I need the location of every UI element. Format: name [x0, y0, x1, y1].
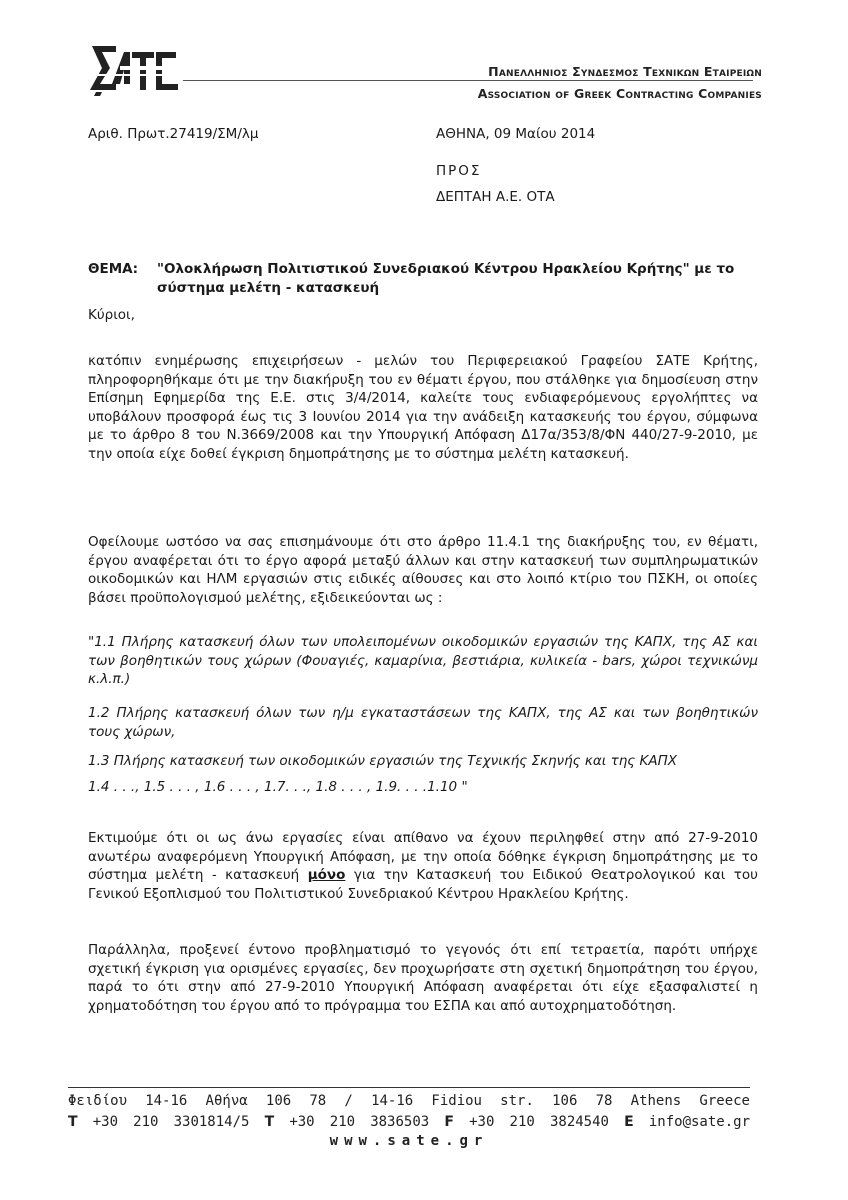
paragraph-2: Οφείλουμε ωστόσο να σας επισημάνουμε ότι στο άρθρο 11.4.1 της διακήρυξης του, εν θέματι, έργου αναφέρεται ότι το έργο αφορά μεταξύ άλλων και στην κατασκευή των συμπληρωματικών οικοδομικών και ΗΛΜ εργασιών στις ειδικές αίθουσες και στο λοιπό κτίριο του ΠΣΚΗ, οι οποίες βάσει προϋπολογισμού μελέτης, εξιδεικεύονται ως : — [88, 534, 758, 606]
subject-label: ΘΕΜΑ: — [88, 261, 138, 277]
quote-item-4: 1.4 . . ., 1.5 . . . , 1.6 . . . , 1.7. . ., 1.8 . . . , 1.9. . . .1.10 " — [88, 779, 468, 795]
subject-line-2: σύστημα μελέτη - κατασκευή — [157, 280, 380, 296]
paragraph-4: Παράλληλα, προξενεί έντονο προβληματισμό το γεγονός ότι επί τετραετία, παρότι υπήρχε σχετική έγκριση για ορισμένες εργασίες, δεν προχωρήσατε στη σχετική δημοπράτηση του έργου, παρά το ότι στην από 27-9-2010 Υπουργική Απόφαση αναφέρεται ότι είχε εξασφαλιστεί η χρηματοδότηση του έργου από το πρόγραμμα του ΕΣΠΑ και από αυτοχρηματοδότηση. — [88, 942, 758, 1014]
quote-item-3: 1.3 Πλήρης κατασκευή των οικοδομικών εργασιών της Τεχνικής Σκηνής και της ΚΑΠΧ — [88, 753, 677, 769]
phone-1: +30 210 3301814/5 — [92, 1114, 250, 1130]
paragraph-3-text-a: Εκτιμούμε ότι οι ως άνω εργασίες είναι απίθανο να έχουν περιληφθεί στην από 27-9-2010 ανωτέρω αναφερόμενη Υπουργική Απόφαση, με την οποία δόθηκε έγκριση δημοπράτησης με το σύστημα μελέτη - κατασκευή — [88, 830, 758, 883]
org-name-greek: Πανελληνιος Συνδεσμος Τεχνικων Εταιρειων — [488, 64, 762, 79]
fax-label: F — [444, 1114, 454, 1130]
email-label: E — [624, 1114, 634, 1130]
email-link[interactable]: info@sate.gr — [648, 1114, 751, 1130]
paragraph-1: κατόπιν ενημέρωσης επιχειρήσεων - μελών του Περιφερειακού Γραφείου ΣΑΤΕ Κρήτης, πληροφορηθήκαμε ότι με την διακήρυξη του εν θέματι έργου, που στάλθηκε για δημοσίευση στην Επίσημη Εφημερίδα της Ε.Ε. στις 3/4/2014, καλείτε τους ενδιαφερόμενους εργολήπτες να υποβάλουν προσφορά έως τις 3 Ιουνίου 2014 για την ανάδειξη κατασκευής του έργου, σύμφωνα με το άρθρο 8 του Ν.3669/2008 και την Υπουργική Απόφαση Δ17α/353/8/ΦΝ 440/27-9-2010, με την οποία είχε δοθεί έγκριση δημοπράτησης με το σύστημα μελέτη κατασκευή. — [88, 353, 758, 462]
emphasis-only: μόνο — [307, 867, 346, 883]
to-label: ΠΡΟΣ — [436, 163, 482, 179]
protocol-number: Αριθ. Πρωτ.27419/ΣΜ/λμ — [88, 126, 259, 142]
sate-logo — [90, 44, 178, 96]
quote-item-2: 1.2 Πλήρης κατασκευή όλων των η/μ εγκαταστάσεων της ΚΑΠΧ, της ΑΣ και των βοηθητικών τους χώρων, — [88, 705, 758, 740]
sate-logo-icon — [90, 44, 178, 96]
letter-date: ΑΘΗΝΑ, 09 Μαίου 2014 — [436, 126, 596, 142]
header-divider — [183, 80, 753, 81]
phone-2-label: T — [264, 1114, 275, 1130]
quote-item-1: "1.1 Πλήρης κατασκευή όλων των υπολειπομένων οικοδομικών εργασιών της ΚΑΠΧ, της ΑΣ και των βοηθητικών τους χώρων (Φουαγιές, καμαρίνια, βεστιάρια, κυλικεία - bars, χώροι τεχνικώνμ κ.λ.π.) — [88, 634, 758, 687]
recipient: ΔΕΠΤΑΗ Α.Ε. ΟΤΑ — [436, 189, 555, 205]
greeting: Κύριοι, — [88, 307, 135, 323]
footer-address: Φειδίου 14-16 Αθήνα 106 78 / 14-16 Fidiou str. 106 78 Athens Greece — [68, 1093, 750, 1109]
phone-2: +30 210 3836503 — [289, 1114, 430, 1130]
subject-block — [88, 260, 778, 298]
fax: +30 210 3824540 — [469, 1114, 609, 1130]
phone-1-label: T — [68, 1114, 78, 1130]
website-link[interactable]: www.sate.gr — [329, 1133, 489, 1149]
footer-contacts — [68, 1114, 750, 1130]
org-name-english: Association of Greek Contracting Companies — [477, 86, 762, 101]
footer-divider — [68, 1087, 750, 1088]
paragraph-3 — [88, 829, 758, 903]
subject-line-1: "Ολοκλήρωση Πολιτιστικού Συνεδριακού Κέντρου Ηρακλείου Κρήτης" με το — [157, 261, 735, 277]
paragraph-3-text-b: για την Κατασκευή του Ειδικού Θεατρολογικού και του Γενικού Εξοπλισμού του Πολιτιστικού Συνεδριακού Κέντρου Ηρακλείου Κρήτης. — [88, 867, 758, 902]
